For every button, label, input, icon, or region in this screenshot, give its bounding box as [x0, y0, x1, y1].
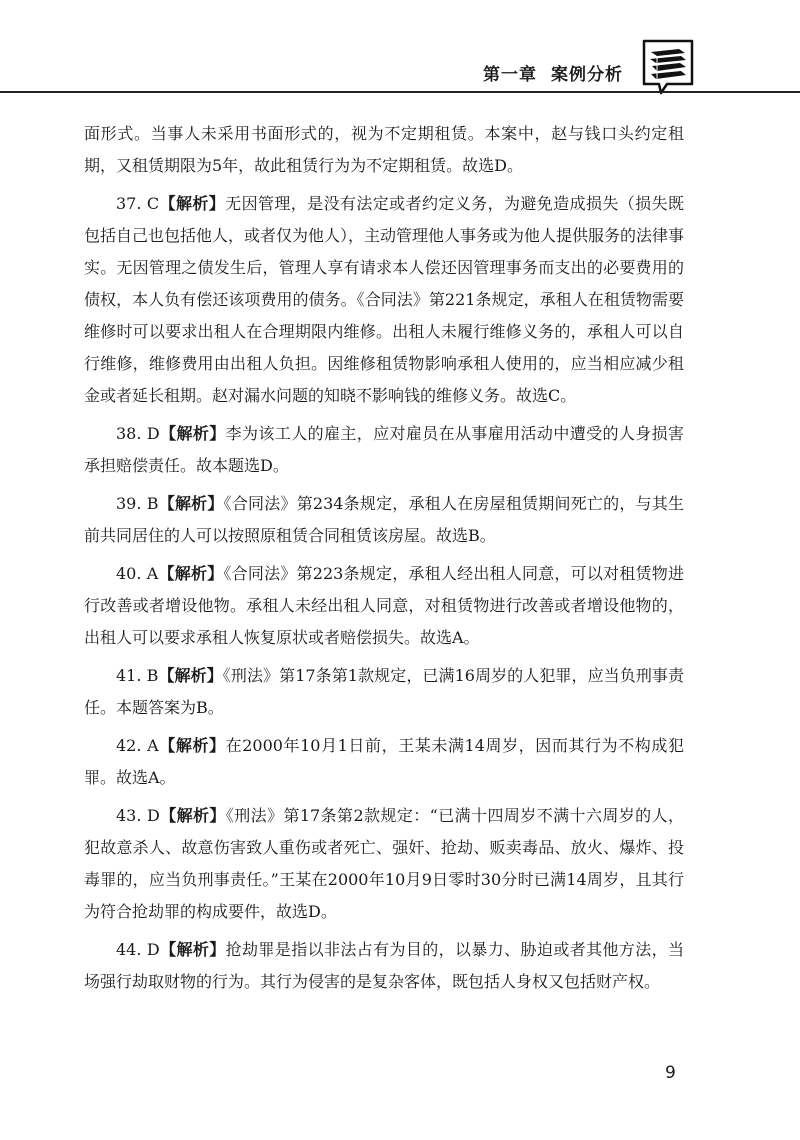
answer-37	[84, 188, 684, 412]
analysis-tag: 【解析】	[158, 564, 224, 583]
header-title	[483, 60, 637, 85]
paragraph-text: 《合同法》第223条规定，承租人经出租人同意，可以对租赁物进行改善或者增设他物。承租人未经出租人同意，对租赁物进行改善或者增设他物的，出租人可以要求承租人恢复原状或者赔偿损失。故选A。	[84, 564, 684, 647]
answer-42	[84, 730, 684, 794]
answer-number: 40. A	[116, 564, 159, 583]
answer-number: 42. A	[116, 736, 159, 755]
answer-44	[84, 934, 684, 998]
answer-number: 38. D	[116, 424, 160, 443]
analysis-tag: 【解析】	[158, 494, 224, 513]
main-content	[84, 118, 684, 1004]
paragraph-text: 《合同法》第234条规定，承租人在房屋租赁期间死亡的，与其生前共同居住的人可以按照原租赁合同租赁该房屋。故选B。	[84, 494, 684, 545]
answer-number: 39. B	[116, 494, 159, 513]
answer-number: 44. D	[116, 940, 160, 959]
paragraph-text: 李为该工人的雇主，应对雇员在从事雇用活动中遭受的人身损害承担赔偿责任。故本题选D。	[84, 424, 684, 475]
answer-43	[84, 800, 684, 928]
answer-39	[84, 488, 684, 552]
page-header	[0, 0, 800, 100]
answer-number: 37. C	[116, 194, 160, 213]
paragraph-text: 《刑法》第17条第2款规定：“已满十四周岁不满十六周岁的人，犯故意杀人、故意伤害致人重伤或者死亡、强奸、抢劫、贩卖毒品、放火、爆炸、投毒罪的，应当负刑事责任。”王某在2000年10月9日零时30分时已满14周岁，且其行为符合抢劫罪的构成要件，故选D。	[84, 806, 684, 921]
answer-number: 43. D	[116, 806, 160, 825]
analysis-tag: 【解析】	[158, 666, 223, 685]
analysis-tag: 【解析】	[159, 194, 226, 213]
paragraph-continuation	[84, 118, 684, 182]
answer-38	[84, 418, 684, 482]
page-number: 9	[665, 1063, 676, 1083]
paragraph-text: 《刑法》第17条第1款规定，已满16周岁的人犯罪，应当负刑事责任。本题答案为B。	[84, 666, 684, 717]
header-rule	[0, 91, 800, 93]
analysis-tag: 【解析】	[158, 736, 226, 755]
books-icon	[641, 38, 695, 96]
answer-40	[84, 558, 684, 654]
analysis-tag: 【解析】	[159, 806, 226, 825]
analysis-tag: 【解析】	[159, 424, 226, 443]
paragraph-text: 面形式。当事人未采用书面形式的，视为不定期租赁。本案中，赵与钱口头约定租期，又租赁期限为5年，故此租赁行为为不定期租赁。故选D。	[84, 124, 684, 175]
analysis-tag: 【解析】	[159, 940, 226, 959]
paragraph-text: 抢劫罪是指以非法占有为目的，以暴力、胁迫或者其他方法，当场强行劫取财物的行为。其行为侵害的是复杂客体，既包括人身权又包括财产权。	[84, 940, 684, 991]
paragraph-text: 无因管理，是没有法定或者约定义务，为避免造成损失（损失既包括自己也包括他人，或者仅为他人），主动管理他人事务或为他人提供服务的法律事实。无因管理之债发生后，管理人享有请求本人偿还因管理事务而支出的必要费用的债权，本人负有偿还该项费用的债务。《合同法》第221条规定，承租人在租赁物需要维修时可以要求出租人在合理期限内维修。出租人未履行维修义务的，承租人可以自行维修，维修费用由出租人负担。因维修租赁物影响承租人使用的，应当相应减少租金或者延长租期。赵对漏水问题的知晓不影响钱的维修义务。故选C。	[84, 194, 685, 405]
chapter-title: 案例分析	[551, 65, 623, 85]
answer-41	[84, 660, 684, 724]
paragraph-text: 在2000年10月1日前，王某未满14周岁，因而其行为不构成犯罪。故选A。	[84, 736, 684, 787]
answer-number: 41. B	[116, 666, 159, 685]
chapter-label: 第一章	[483, 65, 537, 85]
